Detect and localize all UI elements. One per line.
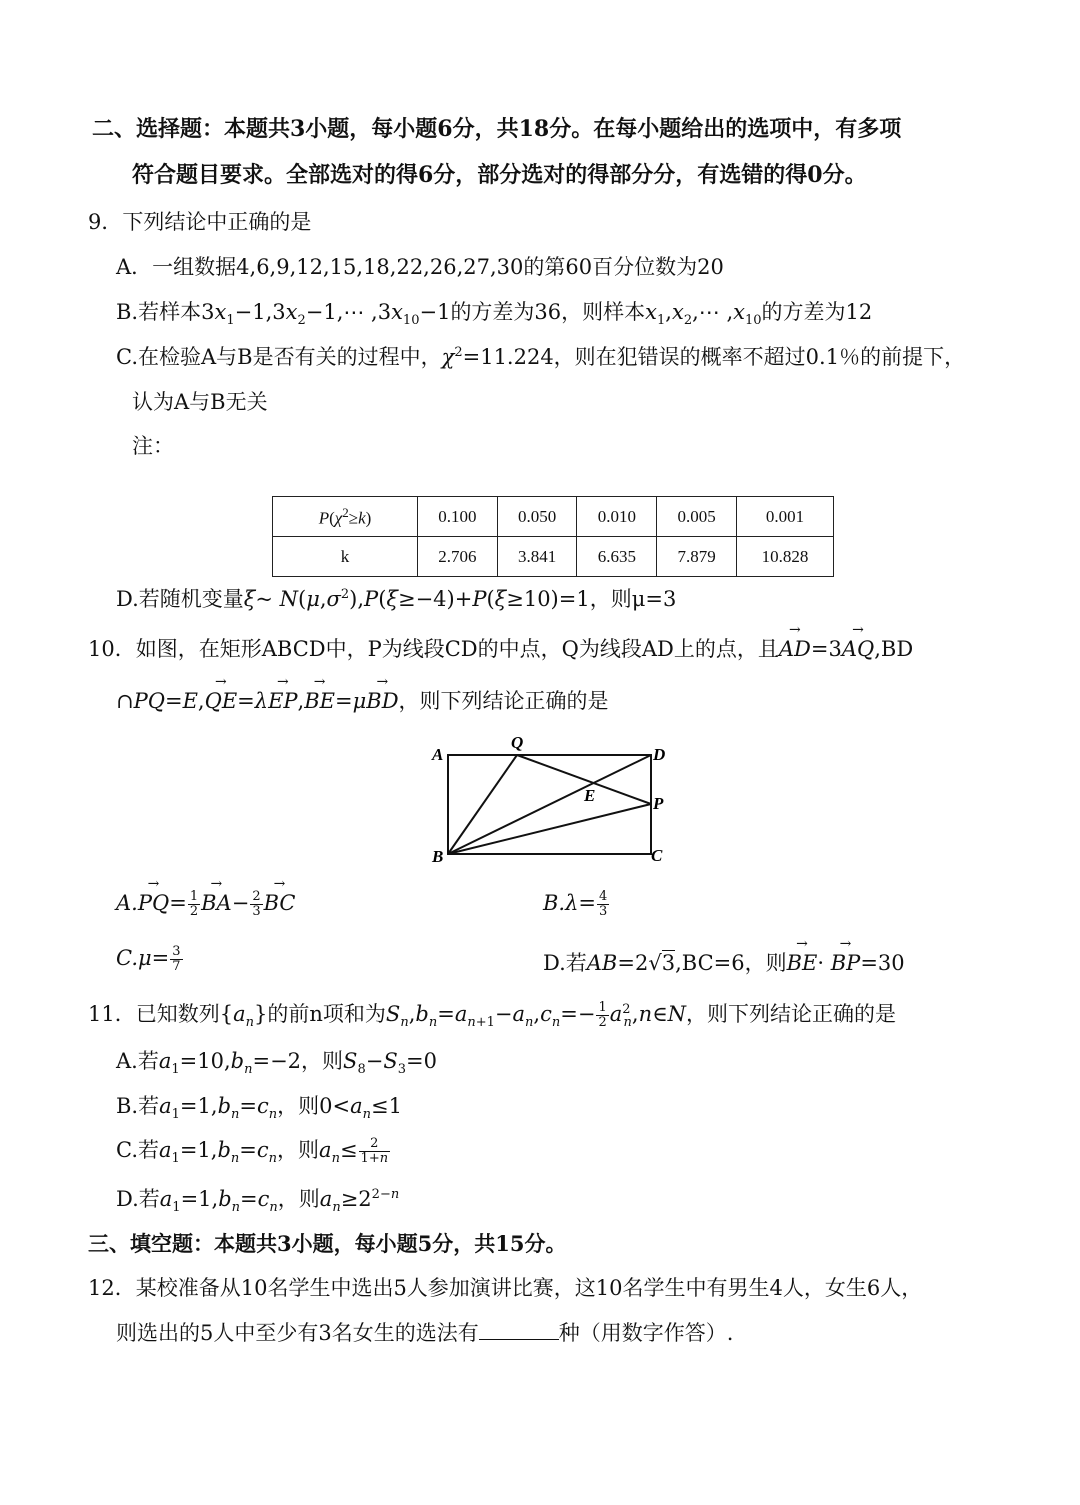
section2-header-line2: 符合题目要求。全部选对的得6分，部分选对的得部分分，有选错的得0分。: [132, 162, 867, 188]
q11-option-a-suffix: =0: [406, 1049, 437, 1073]
label-e: E: [584, 786, 596, 805]
label-a: A: [432, 745, 444, 764]
q10-option-a: [116, 890, 295, 919]
label-p: P: [653, 794, 664, 813]
label-b: B: [432, 847, 444, 866]
rectangle-figure: [420, 728, 680, 870]
label-c: C: [651, 846, 663, 865]
q9-option-b-sample2: $x_1,x_2,\cdots$ $,x_{10}$: [645, 300, 762, 329]
table-header-k: k: [273, 537, 418, 577]
q9-option-c-chi: $\chi^2$: [441, 345, 463, 369]
label-d: D: [653, 745, 666, 764]
table-header-p: $P(\chi^2\ge k)$: [273, 497, 418, 537]
table-cell: 7.879: [657, 537, 737, 577]
q11-option-d-mid: ，则: [277, 1187, 320, 1211]
q11-option-c-expr: $a_n\le$ $\frac{2}{1+n}$: [319, 1136, 389, 1167]
q10-option-a-formula: → PQ= $\frac{1}{2}$ → BA− $\frac{2}{3}$ → BC: [138, 891, 296, 915]
q11-option-b-cond: $a_1=1,b_n=c_n$: [159, 1094, 278, 1123]
q9-option-c-cont: 认为A与B无关: [132, 390, 268, 414]
section3-header: 三、填空题：本题共3小题，每小题5分，共15分。: [88, 1231, 567, 1256]
q10-stem-bd: ,BD: [874, 637, 914, 661]
q11-stem-mid: 的前n项和为: [267, 1002, 386, 1026]
q9-note: 注：: [132, 434, 174, 458]
q11-option-d-expr: $a_n\ge 2^{2-n}$: [319, 1187, 400, 1216]
q9-option-b-sample: $3x_1-1,3x_2-1,\cdots$ $,3x_{10}-1$: [201, 300, 451, 329]
q10-option-a-prefix: A.: [116, 891, 138, 915]
q11-option-a-expr: $S_8-S_3$: [343, 1049, 406, 1078]
section2-header-line1: 二、选择题：本题共3小题，每小题6分，共18分。在每小题给出的选项中，有多项: [92, 116, 902, 142]
critical-value-table: [272, 496, 834, 577]
q11-option-d-cond: $a_1=1,b_n=c_n$: [159, 1187, 278, 1216]
q10-option-d: [543, 947, 905, 977]
q10-option-d-prefix: D.若: [543, 951, 587, 975]
q10-option-c-formula: μ= $\frac{3}{7}$: [138, 944, 181, 974]
q11-option-c-cond: $a_1=1,b_n=c_n$: [159, 1138, 278, 1167]
table-cell: 3.841: [497, 537, 577, 577]
label-q: Q: [511, 733, 524, 752]
q10-option-c-prefix: C.: [116, 946, 138, 970]
table-cell: 0.001: [736, 497, 833, 537]
q12-line2-suffix: 种（用数字作答）.: [558, 1321, 734, 1345]
q12-line2: [116, 1317, 733, 1347]
q9-option-a: A．一组数据4,6,9,12,15,18,22,26,27,30的第60百分位数为20: [116, 255, 724, 279]
q10-option-b-prefix: B.: [543, 891, 566, 915]
q9-option-c-prefix: C.在检验A与B是否有关的过程中，: [116, 345, 442, 369]
q11-stem-seq: $\{a_n\}$: [219, 1002, 268, 1031]
q11-option-b-prefix: B.若: [116, 1094, 160, 1118]
q11-option-b-an: $a_n$: [350, 1094, 372, 1123]
q11-option-b: [116, 1090, 402, 1122]
q12-line2-prefix: 则选出的5人中至少有3名女生的选法有: [116, 1321, 479, 1345]
q9-option-d-formula: ξ~ $N(\mu,\sigma^2),P(\xi\ge-4)+P(\xi\ge 10)$: [243, 587, 559, 611]
table-cell: 6.635: [577, 537, 657, 577]
answer-blank[interactable]: [479, 1319, 559, 1340]
q10-stem-prefix: 10．如图，在矩形ABCD中，P为线段CD的中点，Q为线段AD上的点，且: [88, 637, 779, 661]
q11-option-a: [116, 1045, 437, 1077]
q12-line1: 12．某校准备从10名学生中选出5人参加演讲比赛，这10名学生中有男生4人，女生6人，: [88, 1276, 923, 1300]
q11-option-c-mid: ，则: [277, 1138, 320, 1162]
q11-stem-suffix: ，则下列结论正确的是: [686, 1002, 897, 1026]
q9-option-b-mid: 的方差为36，则样本: [450, 300, 646, 324]
table-cell: 0.100: [418, 497, 498, 537]
table-row: [273, 497, 834, 537]
q11-stem: [88, 998, 896, 1030]
table-cell: 0.005: [657, 497, 737, 537]
q10-stem-line1: [88, 633, 913, 663]
q9-option-c-value: =11.224，则在犯错误的概率不超过0.1％的前提下，: [462, 345, 966, 369]
table-row: [273, 537, 834, 577]
q11-stem-prefix: 11．已知数列: [88, 1002, 220, 1026]
q10-stem-suffix: ，则下列结论正确的是: [398, 689, 609, 713]
q9-option-b: [116, 296, 872, 328]
q10-option-d-ab: AB=2√3: [586, 951, 676, 975]
table-cell: 10.828: [736, 537, 833, 577]
q9-option-b-suffix: 的方差为12: [761, 300, 873, 324]
q9-option-b-prefix: B.若样本: [116, 300, 202, 324]
q10-option-d-dot: → BE· → BP: [787, 951, 861, 975]
q9-stem: 9．下列结论中正确的是: [88, 210, 312, 234]
q11-option-b-suffix: ≤1: [371, 1094, 402, 1118]
table-cell: 2.706: [418, 537, 498, 577]
segment-bd: [448, 755, 651, 854]
q10-option-b: [543, 890, 610, 919]
table-cell: 0.010: [577, 497, 657, 537]
q11-option-a-mid: ，则: [301, 1049, 344, 1073]
q9-option-d-prefix: D.若随机变量: [116, 587, 244, 611]
q9-option-d-suffix: =1，则μ=3: [558, 587, 677, 611]
q11-stem-formula: $S_n,b_n=a_{n+1}-a_n,c_n=-$ $\frac{1}{2}$ $a^2_n,n\in N$: [385, 1000, 687, 1031]
q10-stem-line2: [116, 685, 609, 715]
q10-option-b-formula: λ= $\frac{4}{3}$: [565, 889, 608, 919]
q11-option-d-prefix: D.若: [116, 1187, 160, 1211]
q11-option-c-prefix: C.若: [116, 1138, 159, 1162]
q10-option-d-suffix: =30: [860, 951, 905, 975]
q9-option-c: [116, 341, 965, 371]
q11-option-d: [116, 1183, 399, 1215]
table-cell: 0.050: [497, 497, 577, 537]
q10-stem-vector-condition: → AD=3→ AQ: [779, 637, 874, 661]
q10-option-c: [116, 945, 184, 974]
q11-option-b-mid: ，则0<: [277, 1094, 351, 1118]
q10-option-d-mid: ,BC=6，则: [675, 951, 787, 975]
q10-stem-conditions: ∩PQ=E,→ QE=λ→ EP,→ BE=μ→ BD: [116, 689, 399, 713]
q11-option-c: [116, 1134, 391, 1166]
q9-option-d: [116, 583, 676, 613]
q11-option-a-prefix: A.若: [116, 1049, 159, 1073]
q11-option-a-cond: $a_1=10,b_n=-2$: [158, 1049, 302, 1078]
